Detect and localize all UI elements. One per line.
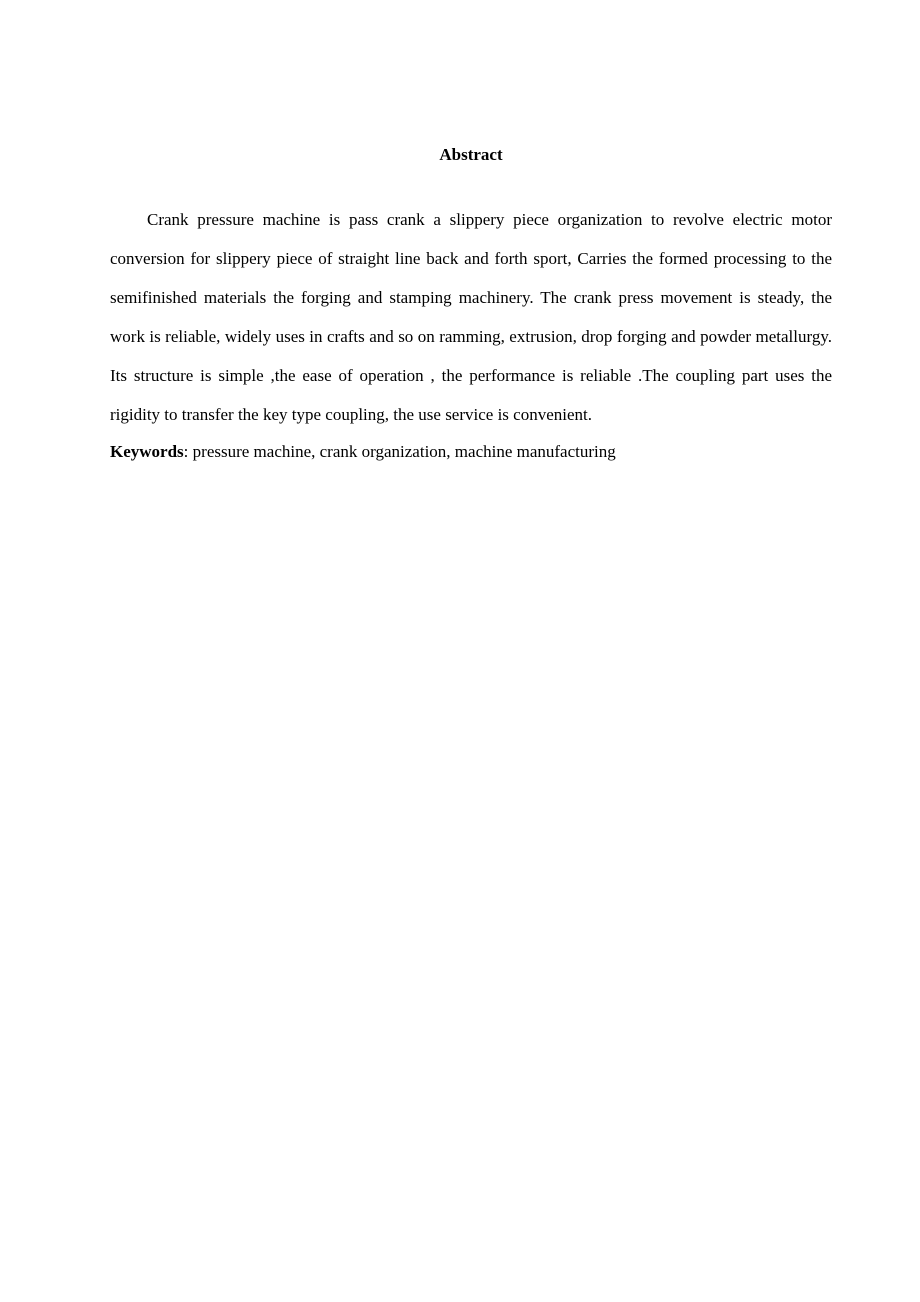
abstract-title: Abstract [439,145,503,164]
keywords-separator: : [183,442,193,461]
keywords-text: pressure machine, crank organization, machine manufacturing [192,442,616,461]
keywords-label: Keywords [110,442,184,461]
abstract-body: Crank pressure machine is pass crank a slippery piece organization to revolve electric motor conversion for slippery piece of straight line back and forth sport, Carries the formed processing to the semifinished materials the forging and stamping machinery. The crank press movement is steady, the work is reliable, widely uses in crafts and so on ramming, extrusion, drop forging and powder metallurgy. Its structure is simple ,the ease of operation , the performance is reliable .The coupling part uses the rigidity to transfer the key type coupling, the use service is convenient. [110,210,832,424]
keywords-line [110,432,832,471]
